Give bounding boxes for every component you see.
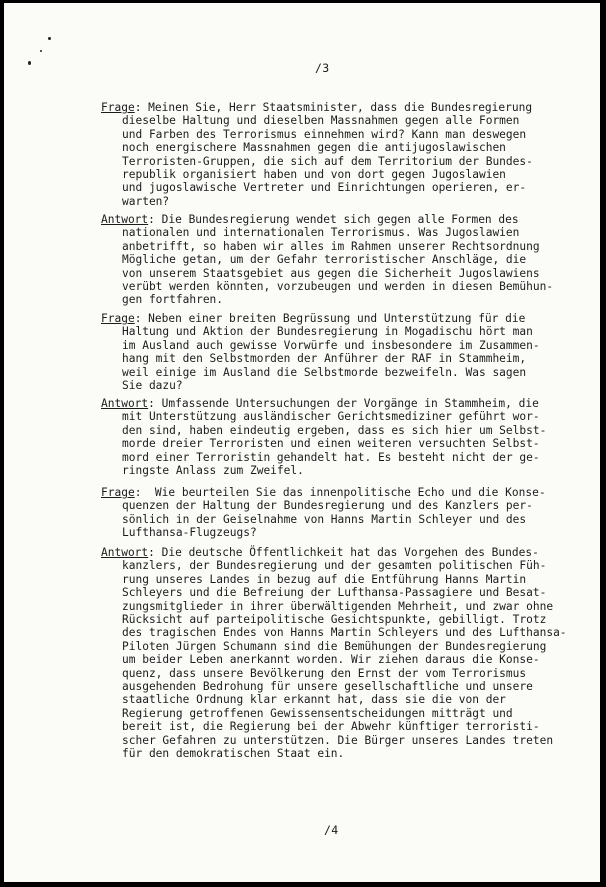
- block-line: mit Unterstützung ausländischer Gerichtsmediziner geführt wor-: [122, 410, 540, 424]
- block-line: im Ausland auch gewisse Vorwürfe und insbesondere im Zusammen-: [122, 338, 540, 352]
- block-line: gen fortfahren.: [122, 293, 224, 307]
- scan-speck: [28, 61, 31, 65]
- scan-speck: [48, 37, 51, 40]
- speaker-label: Frage: [101, 101, 135, 114]
- block-line: Lufthansa-Flugzeugs?: [122, 526, 257, 540]
- page-number-bottom: /4: [324, 823, 339, 837]
- question-block: [101, 101, 593, 208]
- line-text: : Die Bundesregierung wendet sich gegen alle Formen des: [148, 213, 519, 226]
- block-line: dieselbe Haltung und dieselben Massnahmen gegen alle Formen: [122, 114, 520, 128]
- block-line: rung unseres Landes in bezug auf die Entführung Hanns Martin: [122, 572, 527, 586]
- block-line: Rücksicht auf parteipolitische Gesichtspunkte, gebilligt. Trotz: [122, 613, 547, 627]
- block-line: anbetrifft, so haben wir alles im Rahmen unserer Rechtsordnung: [122, 239, 540, 253]
- block-line: verübt werden könnten, vorzubeugen und werden in diesen Bemühun-: [122, 280, 554, 294]
- block-line: Regierung getroffenen Gewissensentscheidungen mitträgt und: [122, 706, 513, 720]
- block-line: noch energischere Massnahmen gegen die antijugoslawischen: [122, 141, 506, 155]
- speaker-label: Frage: [101, 486, 135, 499]
- block-line: Haltung und Aktion der Bundesregierung in Mogadischu hört man: [122, 325, 533, 339]
- scan-speck: [40, 50, 42, 52]
- block-line: ringste Anlass zum Zweifel.: [122, 464, 304, 478]
- block-line: quenz, dass unsere Bevölkerung den Ernst der vom Terrorismus: [122, 666, 527, 680]
- block-line: den sind, haben eindeutig ergeben, dass es sich hier um Selbst-: [122, 423, 547, 437]
- speaker-label: Antwort: [101, 397, 149, 410]
- speaker-label: Frage: [101, 312, 135, 325]
- line-text: : Neben einer breiten Begrüssung und Unterstützung für die: [134, 312, 526, 325]
- speaker-label: Antwort: [101, 213, 149, 226]
- block-line: bereit ist, die Regierung bei der Abwehr künftiger terroristi-: [122, 720, 540, 734]
- block-line: zungsmitglieder in ihrer überwältigenden Mehrheit, und zwar ohne: [122, 599, 554, 613]
- block-first-line: [101, 546, 593, 559]
- block-line: ausgehenden Bedrohung für unsere gesellschaftliche und unsere: [122, 680, 533, 694]
- block-line: und jugoslawische Vertreter und Einrichtungen operieren, er-: [122, 181, 527, 195]
- block-line: hang mit den Selbstmorden der Anführer der RAF in Stammheim,: [122, 352, 527, 366]
- block-line: quenzen der Haltung der Bundesregierung und des Kanzlers per-: [122, 499, 533, 513]
- block-line: weil einige im Ausland die Selbstmorde bezweifeln. Was sagen: [122, 365, 527, 379]
- block-line: des tragischen Endes von Hanns Martin Schleyers und des Lufthansa-: [122, 626, 567, 640]
- block-line: warten?: [122, 194, 170, 208]
- block-line: republik organisiert haben und von dort gegen Jugoslawien: [122, 168, 506, 182]
- line-text: : Die deutsche Öffentlichkeit hat das Vorgehen des Bundes-: [148, 546, 539, 559]
- block-first-line: [101, 312, 593, 325]
- block-line: staatliche Ordnung klar erkannt hat, dass sie die von der: [122, 693, 506, 707]
- block-line: Piloten Jürgen Schumann sind die Bemühungen der Bundesregierung: [122, 639, 547, 653]
- block-first-line: [101, 101, 593, 114]
- line-text: : Umfassende Untersuchungen der Vorgänge in Stammheim, die: [148, 397, 539, 410]
- block-line: kanzlers, der Bundesregierung und der gesamten politischen Füh-: [122, 559, 547, 573]
- block-line: um beider Leben anerkannt worden. Wir ziehen daraus die Konse-: [122, 653, 540, 667]
- block-line: sönlich in der Geiselnahme von Hanns Martin Schleyer und des: [122, 512, 527, 526]
- block-line: von unserem Staatsgebiet aus gegen die Sicherheit Jugoslawiens: [122, 266, 540, 280]
- block-first-line: [101, 486, 593, 499]
- answer-block: [101, 213, 593, 307]
- page-number-top: /3: [315, 61, 330, 75]
- block-first-line: [101, 213, 593, 226]
- question-block: [101, 312, 593, 392]
- block-line: Sie dazu?: [122, 379, 183, 393]
- document-page: [4, 3, 600, 882]
- question-block: [101, 486, 593, 540]
- line-text: : Wie beurteilen Sie das innenpolitische Echo und die Konse-: [134, 486, 546, 499]
- block-line: Terroristen-Gruppen, die sich auf dem Territorium der Bundes-: [122, 154, 533, 168]
- block-line: Mögliche getan, um der Gefahr terroristischer Anschläge, die: [122, 253, 527, 267]
- answer-block: [101, 397, 593, 477]
- answer-block: [101, 546, 593, 761]
- block-first-line: [101, 397, 593, 410]
- line-text: : Meinen Sie, Herr Staatsminister, dass die Bundesregierung: [134, 101, 533, 114]
- block-line: für den demokratischen Staat ein.: [122, 747, 345, 761]
- block-line: und Farben des Terrorismus einnehmen wird? Kann man deswegen: [122, 127, 527, 141]
- block-line: scher Gefahren zu unterstützen. Die Bürger unseres Landes treten: [122, 733, 554, 747]
- block-line: morde dreier Terroristen und einen weiteren versuchten Selbst-: [122, 437, 540, 451]
- block-line: Schleyers und die Befreiung der Lufthansa-Passagiere und Besat-: [122, 586, 547, 600]
- speaker-label: Antwort: [101, 546, 149, 559]
- block-line: nationalen und internationalen Terrorismus. Was Jugoslawien: [122, 226, 520, 240]
- block-line: mord einer Terroristin gehandelt hat. Es besteht nicht der ge-: [122, 450, 540, 464]
